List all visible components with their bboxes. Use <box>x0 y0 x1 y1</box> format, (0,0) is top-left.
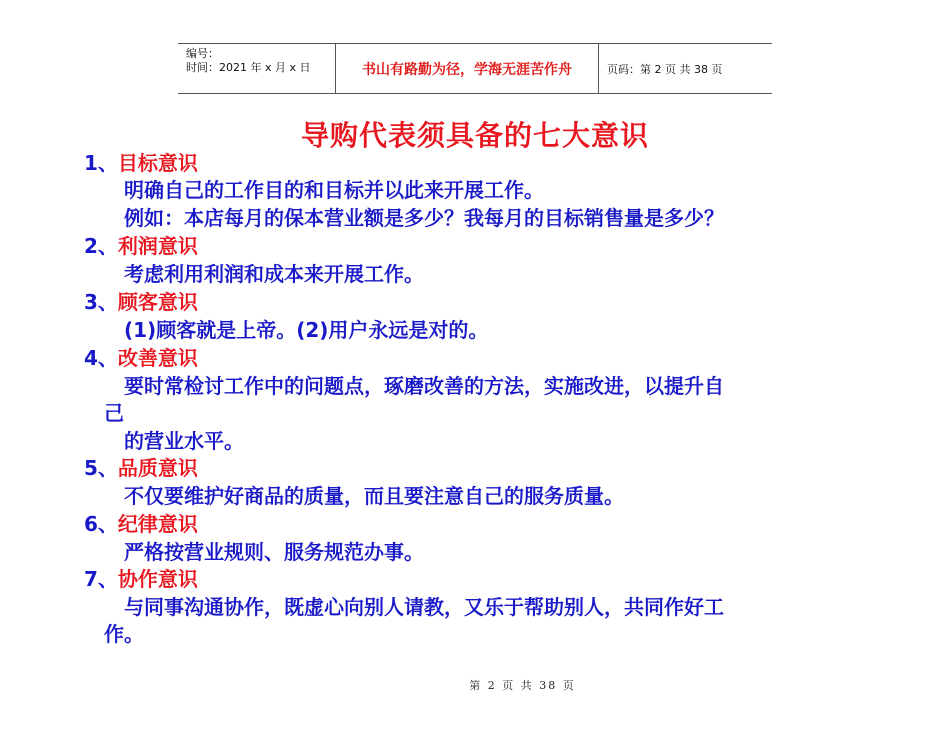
section-heading-7 <box>84 566 198 592</box>
section-title: 目标意识 <box>117 151 198 175</box>
section-heading-2 <box>84 233 198 259</box>
section-number: 5、 <box>84 456 118 480</box>
section-text: 例如：本店每月的保本营业额是多少？我每月的目标销售量是多少？ <box>124 206 724 230</box>
section-text: 作。 <box>104 622 144 646</box>
section-text: 要时常检讨工作中的问题点，琢磨改善的方法，实施改进，以提升自 <box>124 374 724 398</box>
section-title: 协作意识 <box>117 567 198 591</box>
section-title: 顾客意识 <box>117 290 198 314</box>
section-title: 纪律意识 <box>117 512 198 536</box>
section-number: 2、 <box>84 234 118 258</box>
header-motto: 书山有路勤为径，学海无涯苦作舟 <box>335 44 599 93</box>
section-text: 不仅要维护好商品的质量，而且要注意自己的服务质量。 <box>124 484 624 508</box>
section-text: 的营业水平。 <box>124 429 244 453</box>
section-number: 7、 <box>84 567 118 591</box>
section-text: 己 <box>104 401 124 425</box>
section-number: 1、 <box>84 151 118 175</box>
header-page-info: 页码：第 2 页 共 38 页 <box>607 62 723 76</box>
section-heading-6 <box>84 511 198 537</box>
section-number: 6、 <box>84 512 118 536</box>
page-header <box>178 43 772 94</box>
section-heading-3 <box>84 289 198 315</box>
section-text: 明确自己的工作目的和目标并以此来开展工作。 <box>124 178 544 202</box>
section-text: (1)顾客就是上帝。(2)用户永远是对的。 <box>124 318 489 342</box>
document-title: 导购代表须具备的七大意识 <box>300 119 649 152</box>
section-text: 严格按营业规则、服务规范办事。 <box>124 540 424 564</box>
document-time-label: 时间：2021 年 x 月 x 日 <box>186 61 311 74</box>
section-text: 考虑利用利润和成本来开展工作。 <box>124 262 424 286</box>
section-number: 4、 <box>84 346 118 370</box>
header-meta <box>178 44 335 93</box>
section-text: 与同事沟通协作，既虚心向别人请教，又乐于帮助别人，共同作好工 <box>124 595 724 619</box>
section-title: 改善意识 <box>117 346 198 370</box>
section-heading-4 <box>84 345 198 371</box>
section-heading-5 <box>84 455 198 481</box>
section-title: 品质意识 <box>117 456 198 480</box>
section-heading-1 <box>84 150 198 176</box>
page-footer: 第 2 页 共 38 页 <box>469 679 576 692</box>
document-number-label: 编号： <box>186 47 219 60</box>
section-number: 3、 <box>84 290 118 314</box>
section-title: 利润意识 <box>117 234 198 258</box>
